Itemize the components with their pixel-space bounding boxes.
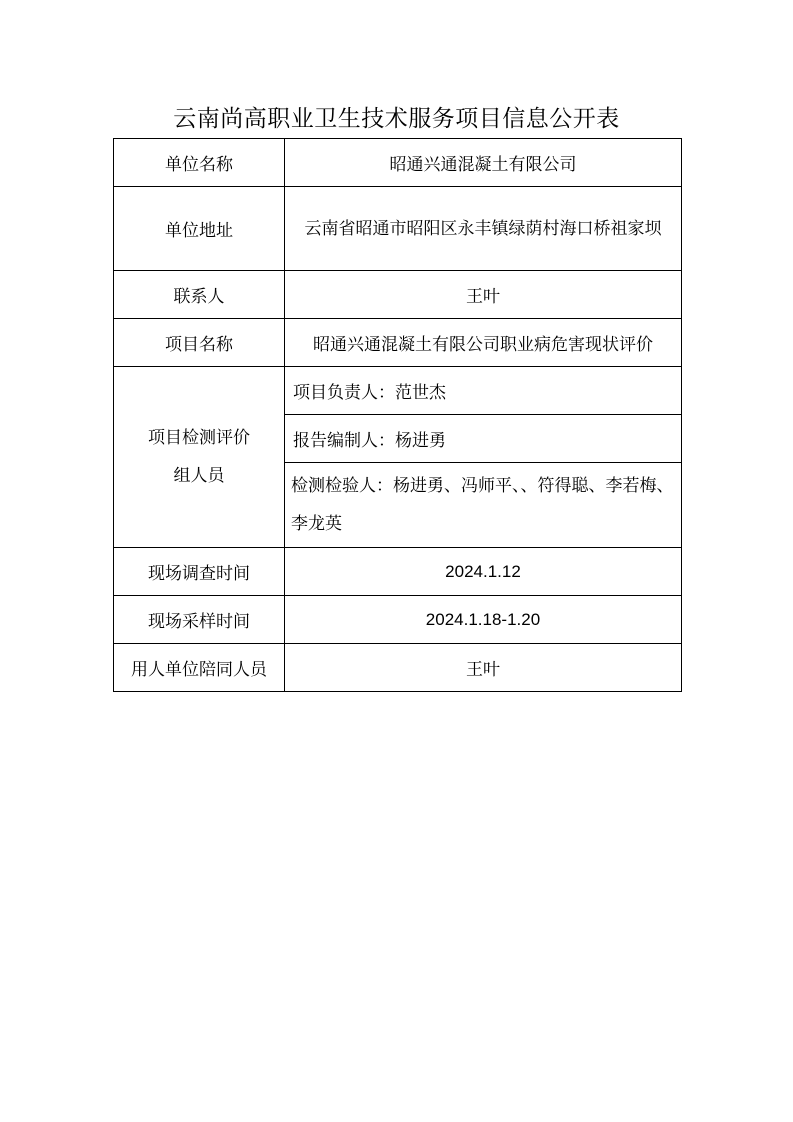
survey-time-value: 2024.1.12	[285, 548, 682, 596]
accompany-label: 用人单位陪同人员	[114, 644, 285, 692]
table-row-team-leader	[114, 367, 682, 415]
sampling-time-value: 2024.1.18-1.20	[285, 596, 682, 644]
survey-time-label: 现场调查时间	[114, 548, 285, 596]
table-row-accompany	[114, 644, 682, 692]
team-member-inspectors: 检测检验人：杨进勇、冯师平、、符得聪、李若梅、李龙英	[285, 463, 682, 548]
table-row-sampling-time	[114, 596, 682, 644]
unit-name-label: 单位名称	[114, 139, 285, 187]
team-label	[114, 367, 285, 548]
accompany-value: 王叶	[285, 644, 682, 692]
team-label-line2: 组人员	[173, 466, 225, 486]
table-row-unit-address	[114, 187, 682, 271]
project-name-value: 昭通兴通混凝土有限公司职业病危害现状评价	[285, 319, 682, 367]
table-row-unit-name	[114, 139, 682, 187]
team-member-leader: 项目负责人：范世杰	[285, 367, 682, 415]
contact-value: 王叶	[285, 271, 682, 319]
table-row-survey-time	[114, 548, 682, 596]
table-row-project-name	[114, 319, 682, 367]
unit-name-value: 昭通兴通混凝土有限公司	[285, 139, 682, 187]
sampling-time-label: 现场采样时间	[114, 596, 285, 644]
team-label-line1: 项目检测评价	[148, 428, 250, 448]
table-row-contact	[114, 271, 682, 319]
page-title: 云南尚高职业卫生技术服务项目信息公开表	[173, 106, 620, 132]
team-member-writer: 报告编制人：杨进勇	[285, 415, 682, 463]
unit-address-value: 云南省昭通市昭阳区永丰镇绿荫村海口桥祖家坝	[285, 187, 682, 271]
unit-address-label: 单位地址	[114, 187, 285, 271]
project-name-label: 项目名称	[114, 319, 285, 367]
info-table	[113, 138, 682, 692]
contact-label: 联系人	[114, 271, 285, 319]
